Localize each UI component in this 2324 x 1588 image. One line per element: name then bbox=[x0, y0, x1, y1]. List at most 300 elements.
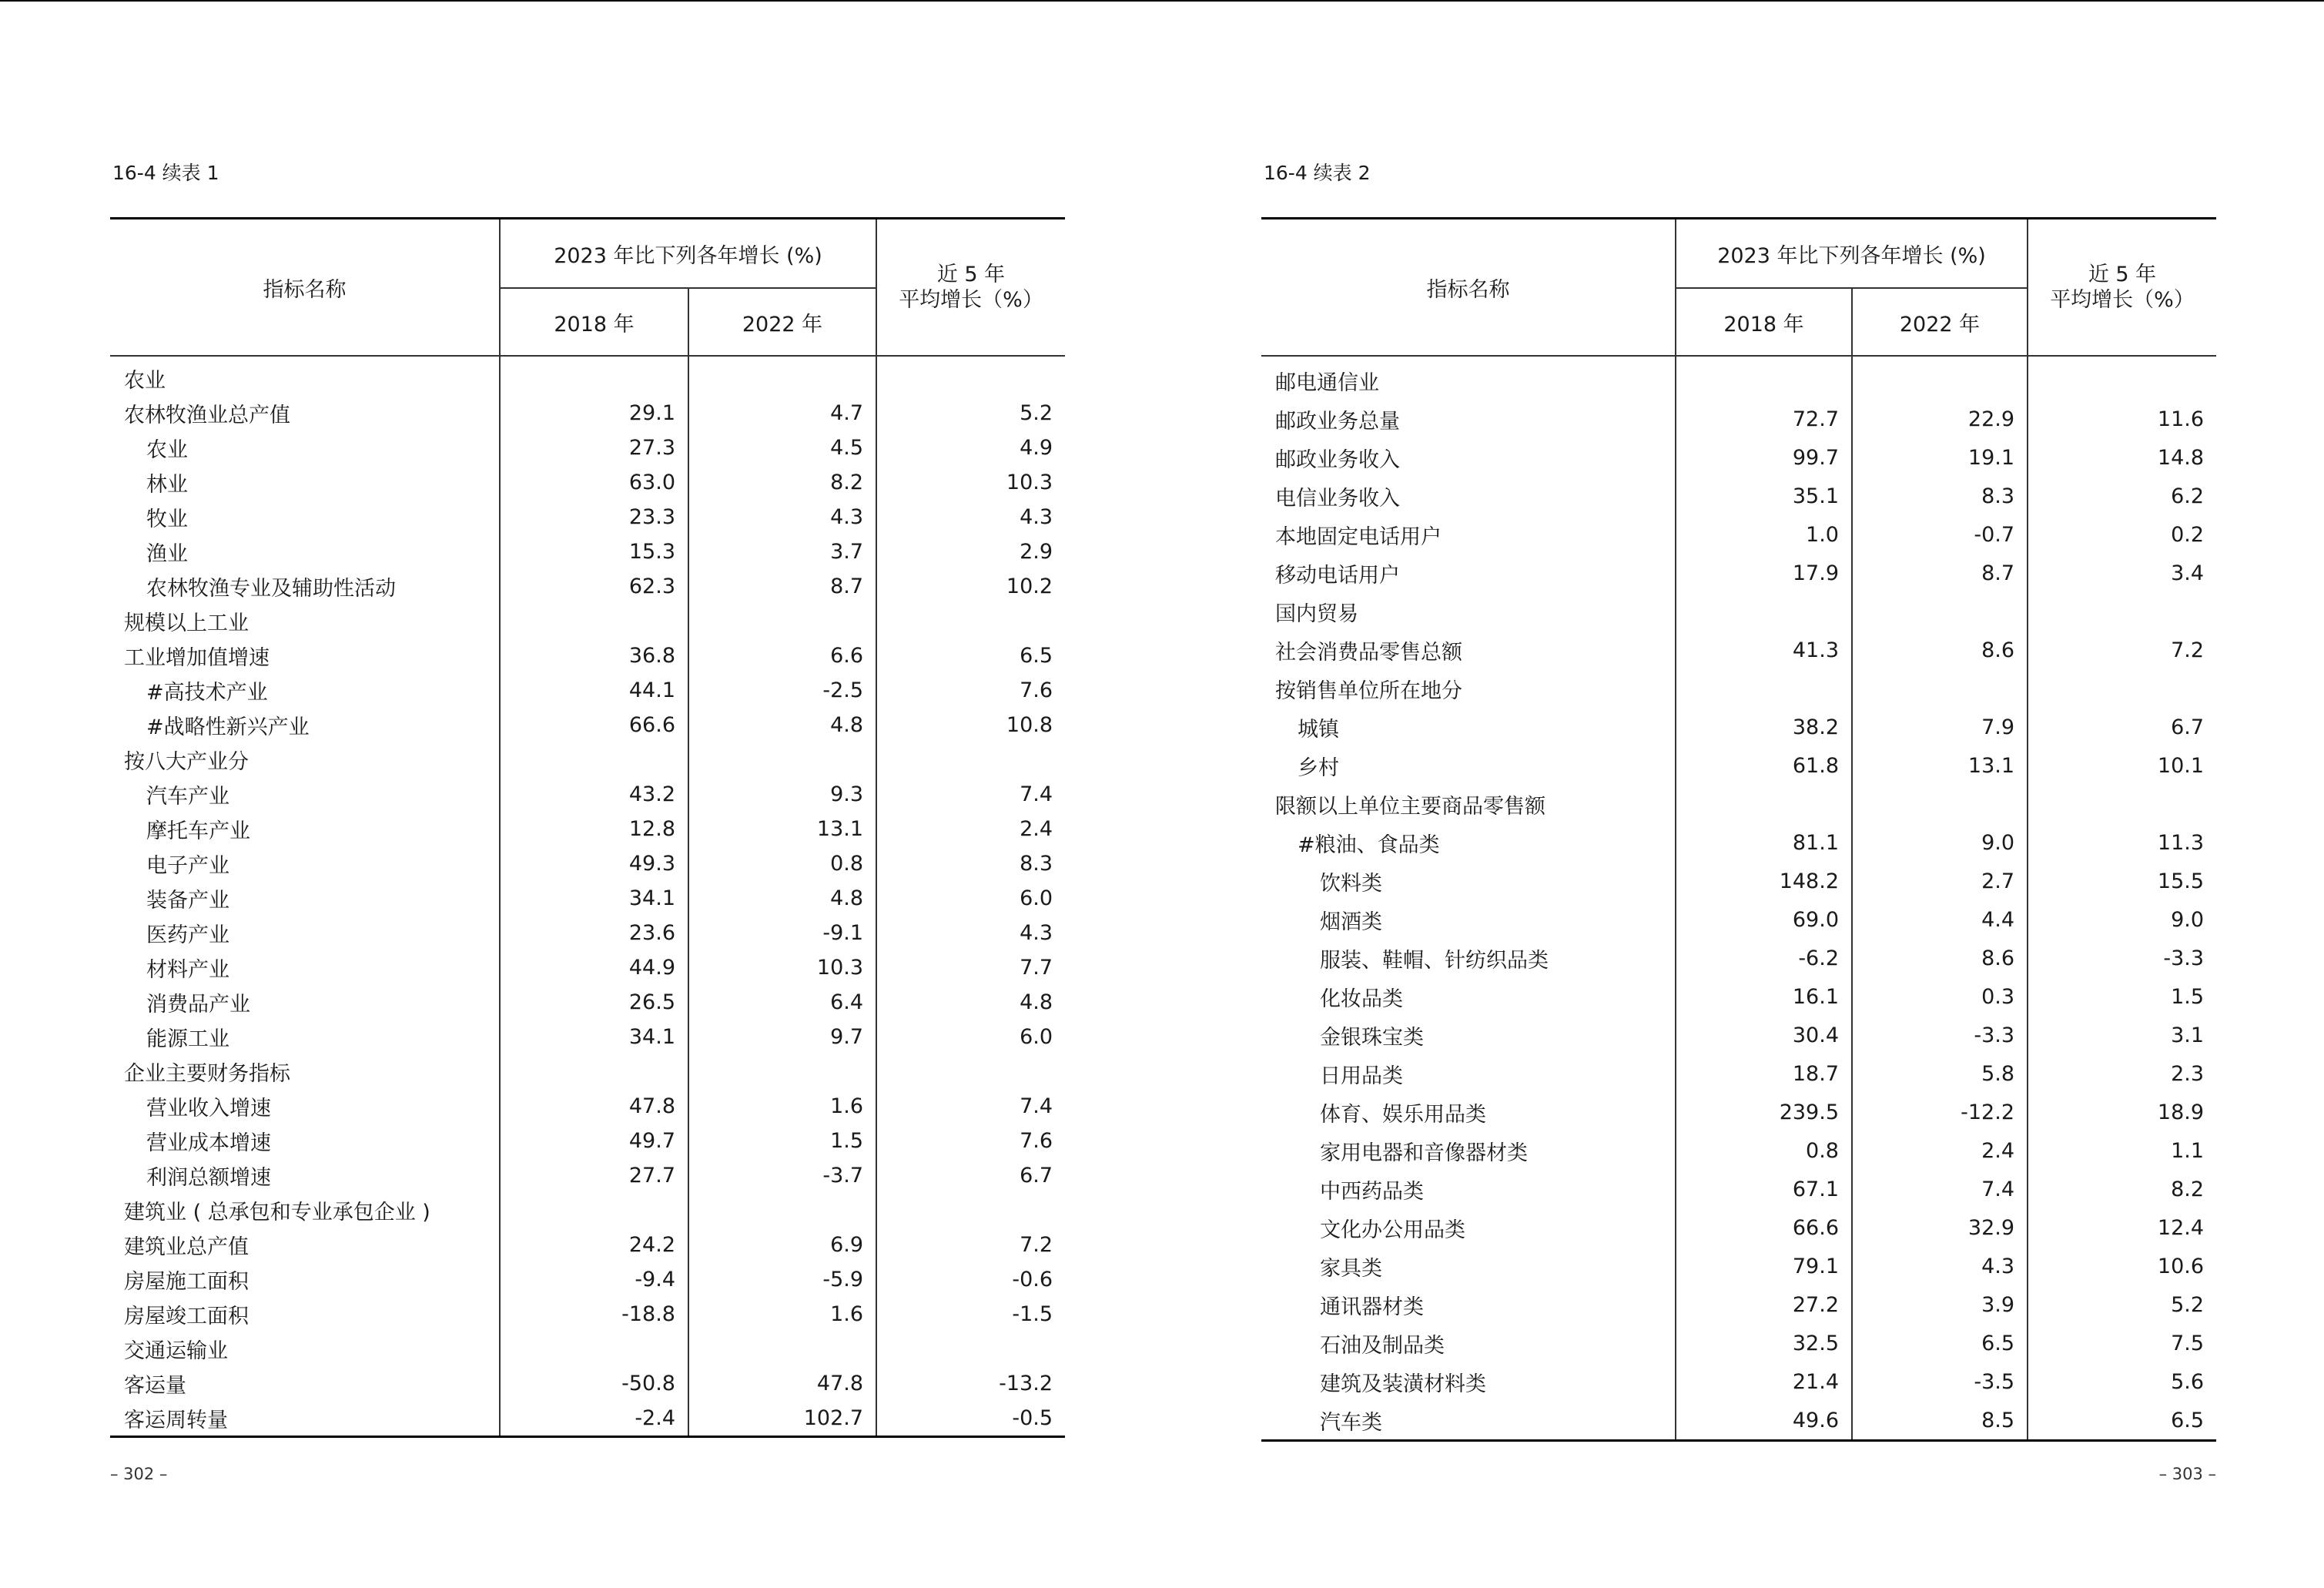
value-2018: 26.5 bbox=[500, 985, 688, 1020]
row-label: 日用品类 bbox=[1320, 1064, 1403, 1088]
table-row bbox=[110, 604, 1065, 638]
header-5yr-line2: 平均增长（%） bbox=[2050, 288, 2195, 312]
row-label: 建筑业 ( 总承包和专业承包企业 ) bbox=[124, 1201, 430, 1225]
table-row bbox=[1261, 900, 2216, 939]
table-row bbox=[110, 950, 1065, 985]
table-body bbox=[1261, 356, 2216, 1441]
value-2022: 47.8 bbox=[688, 1366, 876, 1401]
value-5yr-average bbox=[876, 1054, 1065, 1089]
value-5yr-average: 10.1 bbox=[2028, 746, 2216, 785]
row-label: 中西药品类 bbox=[1320, 1179, 1424, 1204]
row-label: #高技术产业 bbox=[146, 681, 268, 705]
value-2022 bbox=[1852, 669, 2028, 708]
table-row bbox=[1261, 400, 2216, 438]
table-row bbox=[1261, 554, 2216, 592]
row-label: 服装、鞋帽、针纺织品类 bbox=[1320, 948, 1549, 973]
value-5yr-average bbox=[2028, 356, 2216, 400]
value-2018: 38.2 bbox=[1676, 708, 1852, 746]
value-5yr-average: 7.2 bbox=[2028, 631, 2216, 669]
value-5yr-average: 2.9 bbox=[876, 534, 1065, 569]
table-row bbox=[110, 708, 1065, 742]
table-row bbox=[1261, 1401, 2216, 1441]
row-label: 邮电通信业 bbox=[1275, 370, 1379, 395]
row-label: 客运量 bbox=[124, 1374, 186, 1398]
value-2022: 2.4 bbox=[1852, 1131, 2028, 1170]
header-growth-group: 2023 年比下列各年增长 (%) bbox=[500, 219, 876, 289]
value-2018: -6.2 bbox=[1676, 939, 1852, 977]
value-2018 bbox=[1676, 669, 1852, 708]
value-2022: 1.6 bbox=[688, 1297, 876, 1332]
header-5yr-line1: 近 5 年 bbox=[936, 263, 1006, 286]
row-label: 渔业 bbox=[146, 542, 188, 566]
header-2022: 2022 年 bbox=[688, 288, 876, 356]
value-2022: -12.2 bbox=[1852, 1093, 2028, 1131]
row-label: 按销售单位所在地分 bbox=[1275, 678, 1462, 703]
value-5yr-average: 4.3 bbox=[876, 500, 1065, 534]
value-2018: 1.0 bbox=[1676, 515, 1852, 554]
value-2022: -2.5 bbox=[688, 673, 876, 708]
value-2022 bbox=[688, 742, 876, 777]
row-label: 体育、娱乐用品类 bbox=[1320, 1102, 1486, 1127]
value-2022: 4.8 bbox=[688, 881, 876, 916]
table-row bbox=[110, 812, 1065, 846]
table-row bbox=[110, 1054, 1065, 1089]
value-5yr-average: 11.6 bbox=[2028, 400, 2216, 438]
row-label: 家具类 bbox=[1320, 1256, 1382, 1281]
row-label: 国内贸易 bbox=[1275, 601, 1358, 626]
table-row bbox=[1261, 708, 2216, 746]
value-2022: 10.3 bbox=[688, 950, 876, 985]
value-2022: 8.7 bbox=[1852, 554, 2028, 592]
value-2022 bbox=[1852, 356, 2028, 400]
value-2018: 17.9 bbox=[1676, 554, 1852, 592]
value-2018: 67.1 bbox=[1676, 1170, 1852, 1208]
header-5yr-line2: 平均增长（%） bbox=[899, 288, 1043, 312]
value-5yr-average: 6.0 bbox=[876, 881, 1065, 916]
row-label: 客运周转量 bbox=[124, 1409, 228, 1432]
value-5yr-average: 6.5 bbox=[876, 638, 1065, 673]
table-row bbox=[110, 1297, 1065, 1332]
value-2018: 35.1 bbox=[1676, 477, 1852, 515]
table-row bbox=[110, 777, 1065, 812]
value-2018 bbox=[1676, 592, 1852, 631]
value-2022 bbox=[688, 356, 876, 396]
table-row bbox=[1261, 438, 2216, 477]
value-2018: 34.1 bbox=[500, 1020, 688, 1054]
value-2022: 0.3 bbox=[1852, 977, 2028, 1016]
value-2018: 12.8 bbox=[500, 812, 688, 846]
table-row bbox=[110, 1401, 1065, 1437]
value-2022: 6.4 bbox=[688, 985, 876, 1020]
value-2018: 63.0 bbox=[500, 465, 688, 500]
row-label: 工业增加值增速 bbox=[124, 646, 270, 670]
table-row bbox=[1261, 862, 2216, 900]
row-label: 汽车类 bbox=[1320, 1410, 1382, 1435]
row-label: 牧业 bbox=[146, 508, 188, 531]
row-label: 城镇 bbox=[1298, 717, 1339, 742]
value-2018: 41.3 bbox=[1676, 631, 1852, 669]
value-2022: 6.6 bbox=[688, 638, 876, 673]
value-2022 bbox=[688, 1332, 876, 1366]
value-5yr-average bbox=[2028, 669, 2216, 708]
value-5yr-average: 7.5 bbox=[2028, 1324, 2216, 1362]
table-row bbox=[1261, 1016, 2216, 1054]
value-5yr-average: 3.1 bbox=[2028, 1016, 2216, 1054]
value-2022: 0.8 bbox=[688, 846, 876, 881]
value-2018 bbox=[500, 742, 688, 777]
value-2018: 23.3 bbox=[500, 500, 688, 534]
right-page bbox=[1261, 0, 2216, 1588]
row-label: 企业主要财务指标 bbox=[124, 1062, 290, 1086]
row-label: 化妆品类 bbox=[1320, 987, 1403, 1011]
table-row bbox=[110, 916, 1065, 950]
row-label: 建筑业总产值 bbox=[124, 1235, 249, 1259]
row-label: #粮油、食品类 bbox=[1298, 833, 1440, 857]
value-5yr-average: 2.4 bbox=[876, 812, 1065, 846]
value-2018: 32.5 bbox=[1676, 1324, 1852, 1362]
value-2018: 99.7 bbox=[1676, 438, 1852, 477]
value-5yr-average: 6.7 bbox=[876, 1158, 1065, 1193]
table-row bbox=[1261, 1170, 2216, 1208]
row-label: 烟酒类 bbox=[1320, 910, 1382, 934]
table-row bbox=[110, 985, 1065, 1020]
row-label: 石油及制品类 bbox=[1320, 1333, 1445, 1358]
value-2018: 61.8 bbox=[1676, 746, 1852, 785]
value-2022: 1.6 bbox=[688, 1089, 876, 1124]
value-2022 bbox=[1852, 592, 2028, 631]
value-5yr-average: 1.5 bbox=[2028, 977, 2216, 1016]
value-5yr-average: 7.4 bbox=[876, 777, 1065, 812]
row-label: 医药产业 bbox=[146, 923, 229, 947]
value-2018 bbox=[1676, 785, 1852, 823]
row-label: 电子产业 bbox=[146, 854, 229, 878]
table-row bbox=[1261, 1324, 2216, 1362]
value-5yr-average: 6.2 bbox=[2028, 477, 2216, 515]
value-2018: 239.5 bbox=[1676, 1093, 1852, 1131]
row-label: 利润总额增速 bbox=[146, 1166, 271, 1190]
page-number: – 302 – bbox=[110, 1465, 168, 1483]
value-2018: 24.2 bbox=[500, 1228, 688, 1262]
value-2022: 5.8 bbox=[1852, 1054, 2028, 1093]
header-2018: 2018 年 bbox=[1676, 288, 1852, 356]
table-row bbox=[110, 638, 1065, 673]
value-5yr-average: 7.2 bbox=[876, 1228, 1065, 1262]
row-label: 本地固定电话用户 bbox=[1275, 524, 1442, 549]
value-2022: 32.9 bbox=[1852, 1208, 2028, 1247]
table-row bbox=[110, 465, 1065, 500]
value-5yr-average bbox=[2028, 592, 2216, 631]
table-row bbox=[1261, 515, 2216, 554]
value-5yr-average: 18.9 bbox=[2028, 1093, 2216, 1131]
value-5yr-average: 10.2 bbox=[876, 569, 1065, 604]
row-label: 材料产业 bbox=[146, 958, 229, 982]
table-row bbox=[110, 1020, 1065, 1054]
value-2022: -5.9 bbox=[688, 1262, 876, 1297]
value-2022: 6.5 bbox=[1852, 1324, 2028, 1362]
value-5yr-average: 6.7 bbox=[2028, 708, 2216, 746]
header-5yr-average bbox=[876, 219, 1065, 357]
value-2018: -9.4 bbox=[500, 1262, 688, 1297]
header-2018: 2018 年 bbox=[500, 288, 688, 356]
table-row bbox=[1261, 785, 2216, 823]
row-label: 建筑及装潢材料类 bbox=[1320, 1372, 1486, 1396]
value-2018: 16.1 bbox=[1676, 977, 1852, 1016]
value-5yr-average: 15.5 bbox=[2028, 862, 2216, 900]
row-label: 农林牧渔专业及辅助性活动 bbox=[146, 577, 396, 601]
table-row bbox=[110, 356, 1065, 396]
row-label: 金银珠宝类 bbox=[1320, 1025, 1424, 1050]
value-5yr-average: 14.8 bbox=[2028, 438, 2216, 477]
value-2018: 36.8 bbox=[500, 638, 688, 673]
row-label: 农业 bbox=[146, 438, 188, 462]
value-2018: 49.7 bbox=[500, 1124, 688, 1158]
table-row bbox=[1261, 1362, 2216, 1401]
value-2018: 18.7 bbox=[1676, 1054, 1852, 1093]
row-label: 社会消费品零售总额 bbox=[1275, 640, 1462, 665]
table-row bbox=[1261, 977, 2216, 1016]
value-5yr-average: 5.2 bbox=[876, 396, 1065, 431]
value-2022: 8.5 bbox=[1852, 1401, 2028, 1441]
value-2018 bbox=[500, 1332, 688, 1366]
value-2018: 66.6 bbox=[500, 708, 688, 742]
value-2022: 9.3 bbox=[688, 777, 876, 812]
value-5yr-average: -0.6 bbox=[876, 1262, 1065, 1297]
table-row bbox=[1261, 631, 2216, 669]
value-2018: 47.8 bbox=[500, 1089, 688, 1124]
row-label: 规模以上工业 bbox=[124, 611, 249, 635]
value-5yr-average: 10.8 bbox=[876, 708, 1065, 742]
row-label: 能源工业 bbox=[146, 1027, 229, 1051]
statistics-table bbox=[110, 217, 1065, 1438]
row-label: 摩托车产业 bbox=[146, 819, 250, 843]
value-2022: 13.1 bbox=[688, 812, 876, 846]
value-2022: 3.7 bbox=[688, 534, 876, 569]
row-label: 营业成本增速 bbox=[146, 1131, 271, 1155]
value-2022 bbox=[688, 604, 876, 638]
table-row bbox=[1261, 1054, 2216, 1093]
value-2022: 6.9 bbox=[688, 1228, 876, 1262]
value-2018: 66.6 bbox=[1676, 1208, 1852, 1247]
row-label: 农业 bbox=[124, 369, 166, 393]
table-row bbox=[1261, 1208, 2216, 1247]
value-2022 bbox=[1852, 785, 2028, 823]
value-5yr-average: 11.3 bbox=[2028, 823, 2216, 862]
table-row bbox=[110, 500, 1065, 534]
value-5yr-average: 8.2 bbox=[2028, 1170, 2216, 1208]
value-2022: 8.3 bbox=[1852, 477, 2028, 515]
value-2022: 102.7 bbox=[688, 1401, 876, 1437]
row-label: 林业 bbox=[146, 473, 188, 497]
value-2018 bbox=[500, 604, 688, 638]
table-row bbox=[110, 846, 1065, 881]
table-row bbox=[110, 569, 1065, 604]
statistics-table bbox=[1261, 217, 2216, 1442]
value-2018: 30.4 bbox=[1676, 1016, 1852, 1054]
value-5yr-average: 4.8 bbox=[876, 985, 1065, 1020]
value-2022: 8.7 bbox=[688, 569, 876, 604]
table-row bbox=[110, 881, 1065, 916]
row-label: 乡村 bbox=[1298, 755, 1339, 780]
value-2022: 7.9 bbox=[1852, 708, 2028, 746]
row-label: 交通运输业 bbox=[124, 1339, 228, 1363]
value-5yr-average bbox=[876, 356, 1065, 396]
value-2022: 19.1 bbox=[1852, 438, 2028, 477]
table-row bbox=[110, 742, 1065, 777]
table-row bbox=[110, 1193, 1065, 1228]
row-label: 邮政业务总量 bbox=[1275, 409, 1400, 434]
value-5yr-average bbox=[876, 1193, 1065, 1228]
value-2022: -3.3 bbox=[1852, 1016, 2028, 1054]
table-row bbox=[110, 396, 1065, 431]
value-5yr-average: 7.6 bbox=[876, 1124, 1065, 1158]
value-2018: 148.2 bbox=[1676, 862, 1852, 900]
table-row bbox=[1261, 746, 2216, 785]
value-2018: 29.1 bbox=[500, 396, 688, 431]
value-2018: 81.1 bbox=[1676, 823, 1852, 862]
value-2018: 15.3 bbox=[500, 534, 688, 569]
value-2018: 49.6 bbox=[1676, 1401, 1852, 1441]
table-row bbox=[110, 1228, 1065, 1262]
row-label: 营业收入增速 bbox=[146, 1097, 271, 1121]
row-label: 装备产业 bbox=[146, 889, 229, 913]
row-label: 饮料类 bbox=[1320, 871, 1382, 896]
value-2018: 62.3 bbox=[500, 569, 688, 604]
table-row bbox=[110, 673, 1065, 708]
value-2022: 1.5 bbox=[688, 1124, 876, 1158]
value-5yr-average: 6.0 bbox=[876, 1020, 1065, 1054]
value-2022: 9.0 bbox=[1852, 823, 2028, 862]
value-2018 bbox=[500, 1193, 688, 1228]
value-5yr-average: 3.4 bbox=[2028, 554, 2216, 592]
value-5yr-average: 5.2 bbox=[2028, 1285, 2216, 1324]
row-label: #战略性新兴产业 bbox=[146, 715, 310, 739]
header-indicator-name: 指标名称 bbox=[1261, 219, 1676, 357]
row-label: 汽车产业 bbox=[146, 785, 229, 809]
table-row bbox=[110, 1124, 1065, 1158]
table-body bbox=[110, 356, 1065, 1437]
value-5yr-average: 7.4 bbox=[876, 1089, 1065, 1124]
table-row bbox=[110, 1089, 1065, 1124]
value-5yr-average: 12.4 bbox=[2028, 1208, 2216, 1247]
row-label: 按八大产业分 bbox=[124, 750, 249, 774]
table-row bbox=[1261, 1285, 2216, 1324]
value-2022: 8.2 bbox=[688, 465, 876, 500]
row-label: 通讯器材类 bbox=[1320, 1295, 1424, 1319]
header-indicator-name: 指标名称 bbox=[110, 219, 500, 357]
value-5yr-average bbox=[2028, 785, 2216, 823]
table-row bbox=[110, 1262, 1065, 1297]
header-5yr-line1: 近 5 年 bbox=[2088, 263, 2157, 286]
value-2018: 34.1 bbox=[500, 881, 688, 916]
value-2022: -3.7 bbox=[688, 1158, 876, 1193]
table-row bbox=[1261, 477, 2216, 515]
row-label: 邮政业务收入 bbox=[1275, 447, 1400, 472]
table-row bbox=[110, 1158, 1065, 1193]
value-2018: 44.1 bbox=[500, 673, 688, 708]
value-2022: -0.7 bbox=[1852, 515, 2028, 554]
value-2022: -9.1 bbox=[688, 916, 876, 950]
table-row bbox=[1261, 669, 2216, 708]
value-2018: 79.1 bbox=[1676, 1247, 1852, 1285]
table-row bbox=[1261, 1247, 2216, 1285]
value-5yr-average bbox=[876, 742, 1065, 777]
value-5yr-average: -3.3 bbox=[2028, 939, 2216, 977]
value-5yr-average: 8.3 bbox=[876, 846, 1065, 881]
value-2022: 4.4 bbox=[1852, 900, 2028, 939]
value-2018: 27.2 bbox=[1676, 1285, 1852, 1324]
value-5yr-average: 10.6 bbox=[2028, 1247, 2216, 1285]
value-2018: 69.0 bbox=[1676, 900, 1852, 939]
row-label: 限额以上单位主要商品零售额 bbox=[1275, 794, 1545, 819]
row-label: 家用电器和音像器材类 bbox=[1320, 1141, 1528, 1165]
value-2022: 8.6 bbox=[1852, 631, 2028, 669]
value-5yr-average: 7.7 bbox=[876, 950, 1065, 985]
value-2022: 4.8 bbox=[688, 708, 876, 742]
table-caption: 16-4 续表 2 bbox=[1264, 162, 1371, 184]
value-2022: 2.7 bbox=[1852, 862, 2028, 900]
value-2022: 4.3 bbox=[1852, 1247, 2028, 1285]
table-row bbox=[110, 1366, 1065, 1401]
page-number: – 303 – bbox=[2158, 1465, 2216, 1483]
value-5yr-average bbox=[876, 1332, 1065, 1366]
value-5yr-average: 4.9 bbox=[876, 431, 1065, 465]
value-5yr-average: 7.6 bbox=[876, 673, 1065, 708]
value-2018: 43.2 bbox=[500, 777, 688, 812]
value-2018: -2.4 bbox=[500, 1401, 688, 1437]
table-row bbox=[1261, 1093, 2216, 1131]
value-2022: 7.4 bbox=[1852, 1170, 2028, 1208]
value-5yr-average: 10.3 bbox=[876, 465, 1065, 500]
value-2022: 4.5 bbox=[688, 431, 876, 465]
table-row bbox=[110, 534, 1065, 569]
value-2022 bbox=[688, 1054, 876, 1089]
table-caption: 16-4 续表 1 bbox=[112, 162, 219, 184]
table-row bbox=[110, 431, 1065, 465]
value-2018: -50.8 bbox=[500, 1366, 688, 1401]
value-2022: 3.9 bbox=[1852, 1285, 2028, 1324]
row-label: 文化办公用品类 bbox=[1320, 1218, 1465, 1242]
value-5yr-average: 5.6 bbox=[2028, 1362, 2216, 1401]
value-5yr-average: -0.5 bbox=[876, 1401, 1065, 1437]
value-2022: 9.7 bbox=[688, 1020, 876, 1054]
value-2022: -3.5 bbox=[1852, 1362, 2028, 1401]
value-2022: 22.9 bbox=[1852, 400, 2028, 438]
row-label: 房屋竣工面积 bbox=[124, 1305, 249, 1328]
value-5yr-average: 4.3 bbox=[876, 916, 1065, 950]
value-5yr-average: 0.2 bbox=[2028, 515, 2216, 554]
row-label: 电信业务收入 bbox=[1275, 486, 1400, 511]
table-row bbox=[1261, 939, 2216, 977]
value-2018: 49.3 bbox=[500, 846, 688, 881]
value-2018 bbox=[500, 1054, 688, 1089]
row-label: 房屋施工面积 bbox=[124, 1270, 249, 1294]
header-growth-group: 2023 年比下列各年增长 (%) bbox=[1676, 219, 2028, 289]
value-2022: 4.3 bbox=[688, 500, 876, 534]
value-2018: 21.4 bbox=[1676, 1362, 1852, 1401]
value-5yr-average: -1.5 bbox=[876, 1297, 1065, 1332]
value-5yr-average: 6.5 bbox=[2028, 1401, 2216, 1441]
value-2022: 8.6 bbox=[1852, 939, 2028, 977]
table-row bbox=[1261, 1131, 2216, 1170]
value-5yr-average bbox=[876, 604, 1065, 638]
value-2018: 27.3 bbox=[500, 431, 688, 465]
value-5yr-average: 1.1 bbox=[2028, 1131, 2216, 1170]
left-page bbox=[110, 0, 1065, 1588]
table-row bbox=[110, 1332, 1065, 1366]
value-5yr-average: 2.3 bbox=[2028, 1054, 2216, 1093]
value-2018 bbox=[1676, 356, 1852, 400]
value-2018 bbox=[500, 356, 688, 396]
